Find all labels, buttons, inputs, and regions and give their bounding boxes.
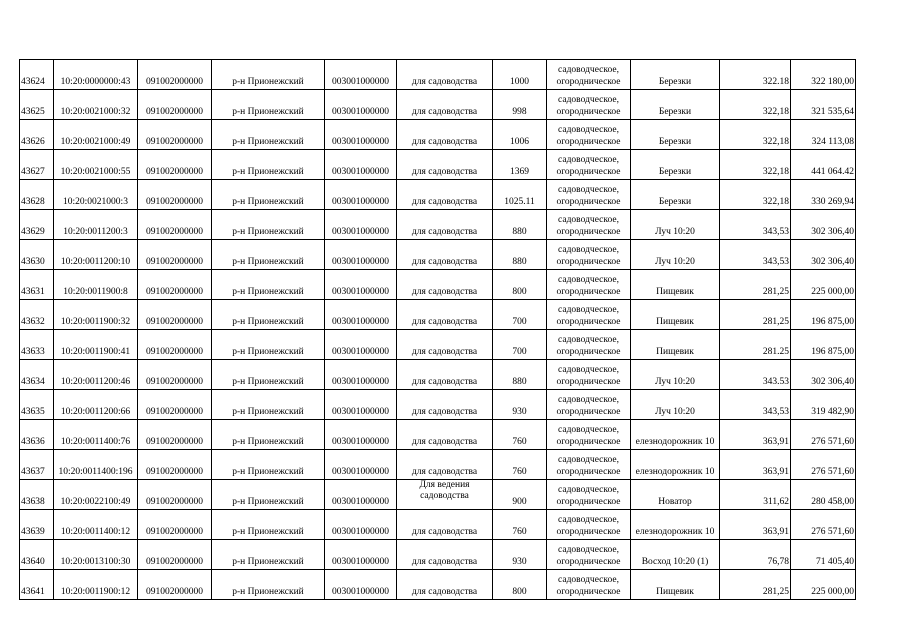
category-line: садоводческое, xyxy=(558,575,619,585)
record-number-cell: 43641 xyxy=(20,570,54,600)
oktmo-code-cell: 003001000000 xyxy=(325,510,397,540)
table-row xyxy=(20,120,856,150)
permitted-use-cell: для садоводства xyxy=(397,120,493,150)
category-line: огородническое xyxy=(556,167,621,177)
district-cell: р-н Прионежский xyxy=(212,60,325,90)
cadastral-value-cell: 330 269,94 xyxy=(791,180,856,210)
record-number-cell: 43631 xyxy=(20,270,54,300)
area-cell: 1000 xyxy=(493,60,547,90)
category-line: огородническое xyxy=(556,557,621,567)
category-cell xyxy=(547,360,631,390)
okato-code-cell: 091002000000 xyxy=(138,90,212,120)
permitted-use-cell: для садоводства xyxy=(397,210,493,240)
cadastral-value-cell: 225 000,00 xyxy=(791,270,856,300)
record-number-cell: 43629 xyxy=(20,210,54,240)
okato-code-cell: 091002000000 xyxy=(138,510,212,540)
category-line: огородническое xyxy=(556,137,621,147)
okato-code-cell: 091002000000 xyxy=(138,330,212,360)
oktmo-code-cell: 003001000000 xyxy=(325,450,397,480)
cadastral-number-cell: 10:20:0011200:46 xyxy=(54,360,138,390)
category-cell xyxy=(547,150,631,180)
cadastral-value-cell: 441 064.42 xyxy=(791,150,856,180)
category-line: огородническое xyxy=(556,227,621,237)
record-number-cell: 43634 xyxy=(20,360,54,390)
category-line: огородническое xyxy=(556,287,621,297)
category-cell xyxy=(547,540,631,570)
permitted-use-cell: для садоводства xyxy=(397,420,493,450)
category-cell xyxy=(547,480,631,510)
area-cell: 760 xyxy=(493,420,547,450)
table-row xyxy=(20,570,856,600)
partnership-name-cell: Луч 10:20 xyxy=(631,240,720,270)
cadastral-number-cell: 10:20:0011900:32 xyxy=(54,300,138,330)
category-cell xyxy=(547,510,631,540)
category-line: садоводческое, xyxy=(558,185,619,195)
category-line: садоводческое, xyxy=(558,515,619,525)
district-cell: р-н Прионежский xyxy=(212,210,325,240)
cadastral-number-cell: 10:20:0011400:196 xyxy=(54,450,138,480)
cadastral-number-cell: 10:20:0011900:41 xyxy=(54,330,138,360)
okato-code-cell: 091002000000 xyxy=(138,540,212,570)
oktmo-code-cell: 003001000000 xyxy=(325,480,397,510)
category-line: огородническое xyxy=(556,317,621,327)
cadastral-value-cell: 276 571,60 xyxy=(791,420,856,450)
district-cell: р-н Прионежский xyxy=(212,90,325,120)
okato-code-cell: 091002000000 xyxy=(138,390,212,420)
table-row xyxy=(20,270,856,300)
specific-value-cell: 322,18 xyxy=(720,180,791,210)
category-line: огородническое xyxy=(556,197,621,207)
category-line: садоводческое, xyxy=(558,245,619,255)
okato-code-cell: 091002000000 xyxy=(138,180,212,210)
oktmo-code-cell: 003001000000 xyxy=(325,300,397,330)
permitted-use-cell: для садоводства xyxy=(397,150,493,180)
district-cell: р-н Прионежский xyxy=(212,390,325,420)
oktmo-code-cell: 003001000000 xyxy=(325,330,397,360)
specific-value-cell: 322,18 xyxy=(720,150,791,180)
okato-code-cell: 091002000000 xyxy=(138,450,212,480)
district-cell: р-н Прионежский xyxy=(212,300,325,330)
okato-code-cell: 091002000000 xyxy=(138,570,212,600)
area-cell: 800 xyxy=(493,270,547,300)
cadastral-value-cell: 319 482,90 xyxy=(791,390,856,420)
record-number-cell: 43627 xyxy=(20,150,54,180)
partnership-name-cell: елезнодорожник 10 xyxy=(631,450,720,480)
area-cell: 1006 xyxy=(493,120,547,150)
permitted-use-cell: для садоводства xyxy=(397,300,493,330)
table-row xyxy=(20,150,856,180)
cadastral-value-cell: 196 875,00 xyxy=(791,300,856,330)
oktmo-code-cell: 003001000000 xyxy=(325,390,397,420)
category-line: огородническое xyxy=(556,527,621,537)
okato-code-cell: 091002000000 xyxy=(138,300,212,330)
district-cell: р-н Прионежский xyxy=(212,120,325,150)
district-cell: р-н Прионежский xyxy=(212,450,325,480)
cadastral-number-cell: 10:20:0021000:49 xyxy=(54,120,138,150)
category-line: садоводческое, xyxy=(558,305,619,315)
specific-value-cell: 363,91 xyxy=(720,420,791,450)
table-row xyxy=(20,360,856,390)
table-row xyxy=(20,420,856,450)
category-cell xyxy=(547,330,631,360)
category-line: огородническое xyxy=(556,467,621,477)
category-line: садоводческое, xyxy=(558,485,619,495)
table-row xyxy=(20,210,856,240)
category-line: огородническое xyxy=(556,377,621,387)
area-cell: 930 xyxy=(493,540,547,570)
category-line: садоводческое, xyxy=(558,65,619,75)
cadastral-registry-table xyxy=(19,59,856,600)
permitted-use-cell: для садоводства xyxy=(397,540,493,570)
category-cell xyxy=(547,180,631,210)
oktmo-code-cell: 003001000000 xyxy=(325,120,397,150)
partnership-name-cell: Пищевик xyxy=(631,270,720,300)
partnership-name-cell: Березки xyxy=(631,90,720,120)
oktmo-code-cell: 003001000000 xyxy=(325,180,397,210)
category-line: садоводческое, xyxy=(558,335,619,345)
cadastral-number-cell: 10:20:0011200:10 xyxy=(54,240,138,270)
category-line: садоводческое, xyxy=(558,155,619,165)
area-cell: 1025.11 xyxy=(493,180,547,210)
record-number-cell: 43630 xyxy=(20,240,54,270)
partnership-name-cell: Березки xyxy=(631,60,720,90)
cadastral-value-cell: 196 875,00 xyxy=(791,330,856,360)
record-number-cell: 43637 xyxy=(20,450,54,480)
permitted-use-cell: для садоводства xyxy=(397,240,493,270)
okato-code-cell: 091002000000 xyxy=(138,270,212,300)
area-cell: 1369 xyxy=(493,150,547,180)
area-cell: 900 xyxy=(493,480,547,510)
table-row xyxy=(20,300,856,330)
area-cell: 760 xyxy=(493,450,547,480)
specific-value-cell: 281,25 xyxy=(720,270,791,300)
category-line: садоводческое, xyxy=(558,215,619,225)
oktmo-code-cell: 003001000000 xyxy=(325,240,397,270)
table-row xyxy=(20,240,856,270)
partnership-name-cell: Восход 10:20 (1) xyxy=(631,540,720,570)
category-line: огородническое xyxy=(556,347,621,357)
partnership-name-cell: Березки xyxy=(631,150,720,180)
category-line: садоводческое, xyxy=(558,125,619,135)
cadastral-number-cell: 10:20:0000000:43 xyxy=(54,60,138,90)
specific-value-cell: 322,18 xyxy=(720,90,791,120)
record-number-cell: 43640 xyxy=(20,540,54,570)
cadastral-value-cell: 302 306,40 xyxy=(791,210,856,240)
permitted-use-cell: для садоводства xyxy=(397,570,493,600)
district-cell: р-н Прионежский xyxy=(212,570,325,600)
category-cell xyxy=(547,270,631,300)
partnership-name-cell: Березки xyxy=(631,180,720,210)
category-line: садоводческое, xyxy=(558,365,619,375)
category-line: огородническое xyxy=(556,587,621,597)
cadastral-value-cell: 276 571,60 xyxy=(791,510,856,540)
category-line: садоводческое, xyxy=(558,545,619,555)
district-cell: р-н Прионежский xyxy=(212,540,325,570)
area-cell: 880 xyxy=(493,210,547,240)
permitted-use-cell: для садоводства xyxy=(397,330,493,360)
specific-value-cell: 322,18 xyxy=(720,120,791,150)
okato-code-cell: 091002000000 xyxy=(138,210,212,240)
category-line: садоводческое, xyxy=(558,455,619,465)
district-cell: р-н Прионежский xyxy=(212,420,325,450)
category-cell xyxy=(547,240,631,270)
category-cell xyxy=(547,300,631,330)
district-cell: р-н Прионежский xyxy=(212,480,325,510)
area-cell: 880 xyxy=(493,240,547,270)
category-cell xyxy=(547,90,631,120)
cadastral-number-cell: 10:20:0011200:3 xyxy=(54,210,138,240)
table-row xyxy=(20,180,856,210)
area-cell: 800 xyxy=(493,570,547,600)
specific-value-cell: 343,53 xyxy=(720,240,791,270)
record-number-cell: 43638 xyxy=(20,480,54,510)
cadastral-number-cell: 10:20:0011400:76 xyxy=(54,420,138,450)
district-cell: р-н Прионежский xyxy=(212,270,325,300)
category-cell xyxy=(547,570,631,600)
permitted-use-cell: для садоводства xyxy=(397,90,493,120)
specific-value-cell: 76,78 xyxy=(720,540,791,570)
oktmo-code-cell: 003001000000 xyxy=(325,270,397,300)
cadastral-number-cell: 10:20:0021000:3 xyxy=(54,180,138,210)
cadastral-number-cell: 10:20:0011900:12 xyxy=(54,570,138,600)
cadastral-value-cell: 225 000,00 xyxy=(791,570,856,600)
cadastral-value-cell: 321 535,64 xyxy=(791,90,856,120)
cadastral-number-cell: 10:20:0011200:66 xyxy=(54,390,138,420)
category-cell xyxy=(547,450,631,480)
category-cell xyxy=(547,420,631,450)
specific-value-cell: 281.25 xyxy=(720,330,791,360)
cadastral-value-cell: 276 571,60 xyxy=(791,450,856,480)
oktmo-code-cell: 003001000000 xyxy=(325,150,397,180)
okato-code-cell: 091002000000 xyxy=(138,240,212,270)
district-cell: р-н Прионежский xyxy=(212,330,325,360)
category-cell xyxy=(547,60,631,90)
permitted-use-cell: для садоводства xyxy=(397,510,493,540)
permitted-use-cell: для садоводства xyxy=(397,450,493,480)
partnership-name-cell: Луч 10:20 xyxy=(631,390,720,420)
table-row xyxy=(20,60,856,90)
okato-code-cell: 091002000000 xyxy=(138,360,212,390)
specific-value-cell: 311,62 xyxy=(720,480,791,510)
table-row xyxy=(20,450,856,480)
permitted-use-cell: для садоводства xyxy=(397,390,493,420)
category-cell xyxy=(547,390,631,420)
district-cell: р-н Прионежский xyxy=(212,240,325,270)
table-row xyxy=(20,480,856,510)
permitted-use-cell: для садоводства xyxy=(397,60,493,90)
permitted-use-cell: для садоводства xyxy=(397,180,493,210)
record-number-cell: 43624 xyxy=(20,60,54,90)
district-cell: р-н Прионежский xyxy=(212,180,325,210)
partnership-name-cell: елезнодорожник 10 xyxy=(631,510,720,540)
area-cell: 880 xyxy=(493,360,547,390)
partnership-name-cell: Пищевик xyxy=(631,300,720,330)
cadastral-number-cell: 10:20:0021000:55 xyxy=(54,150,138,180)
table-row xyxy=(20,390,856,420)
area-cell: 700 xyxy=(493,300,547,330)
category-line: огородническое xyxy=(556,497,621,507)
cadastral-value-cell: 71 405,40 xyxy=(791,540,856,570)
cadastral-value-cell: 302 306,40 xyxy=(791,360,856,390)
record-number-cell: 43633 xyxy=(20,330,54,360)
oktmo-code-cell: 003001000000 xyxy=(325,60,397,90)
district-cell: р-н Прионежский xyxy=(212,360,325,390)
record-number-cell: 43635 xyxy=(20,390,54,420)
category-cell xyxy=(547,210,631,240)
oktmo-code-cell: 003001000000 xyxy=(325,360,397,390)
category-line: огородническое xyxy=(556,77,621,87)
partnership-name-cell: Пищевик xyxy=(631,570,720,600)
okato-code-cell: 091002000000 xyxy=(138,60,212,90)
category-line: садоводческое, xyxy=(558,425,619,435)
record-number-cell: 43632 xyxy=(20,300,54,330)
partnership-name-cell: Пищевик xyxy=(631,330,720,360)
partnership-name-cell: елезнодорожник 10 xyxy=(631,420,720,450)
table-row xyxy=(20,540,856,570)
okato-code-cell: 091002000000 xyxy=(138,150,212,180)
category-line: садоводческое, xyxy=(558,95,619,105)
table-row xyxy=(20,90,856,120)
partnership-name-cell: Березки xyxy=(631,120,720,150)
area-cell: 760 xyxy=(493,510,547,540)
specific-value-cell: 343,53 xyxy=(720,210,791,240)
table-row xyxy=(20,330,856,360)
specific-value-cell: 343.53 xyxy=(720,360,791,390)
oktmo-code-cell: 003001000000 xyxy=(325,210,397,240)
okato-code-cell: 091002000000 xyxy=(138,480,212,510)
category-cell xyxy=(547,120,631,150)
cadastral-number-cell: 10:20:0013100:30 xyxy=(54,540,138,570)
category-line: огородническое xyxy=(556,407,621,417)
district-cell: р-н Прионежский xyxy=(212,510,325,540)
cadastral-value-cell: 322 180,00 xyxy=(791,60,856,90)
partnership-name-cell: Луч 10:20 xyxy=(631,210,720,240)
category-line: садоводческое, xyxy=(558,275,619,285)
specific-value-cell: 343,53 xyxy=(720,390,791,420)
okato-code-cell: 091002000000 xyxy=(138,120,212,150)
cadastral-number-cell: 10:20:0022100:49 xyxy=(54,480,138,510)
permitted-use-cell: Для ведения садоводства xyxy=(397,480,493,510)
specific-value-cell: 363,91 xyxy=(720,510,791,540)
partnership-name-cell: Новатор xyxy=(631,480,720,510)
specific-value-cell: 363,91 xyxy=(720,450,791,480)
area-cell: 930 xyxy=(493,390,547,420)
cadastral-number-cell: 10:20:0021000:32 xyxy=(54,90,138,120)
cadastral-number-cell: 10:20:0011400:12 xyxy=(54,510,138,540)
cadastral-value-cell: 324 113,08 xyxy=(791,120,856,150)
table-body xyxy=(20,60,856,600)
category-line: огородническое xyxy=(556,257,621,267)
partnership-name-cell: Луч 10:20 xyxy=(631,360,720,390)
oktmo-code-cell: 003001000000 xyxy=(325,90,397,120)
oktmo-code-cell: 003001000000 xyxy=(325,570,397,600)
record-number-cell: 43628 xyxy=(20,180,54,210)
area-cell: 998 xyxy=(493,90,547,120)
category-line: огородническое xyxy=(556,107,621,117)
specific-value-cell: 281,25 xyxy=(720,570,791,600)
cadastral-number-cell: 10:20:0011900:8 xyxy=(54,270,138,300)
oktmo-code-cell: 003001000000 xyxy=(325,420,397,450)
permitted-use-cell: для садоводства xyxy=(397,360,493,390)
category-line: садоводческое, xyxy=(558,395,619,405)
okato-code-cell: 091002000000 xyxy=(138,420,212,450)
category-line: огородническое xyxy=(556,437,621,447)
record-number-cell: 43625 xyxy=(20,90,54,120)
table-row xyxy=(20,510,856,540)
district-cell: р-н Прионежский xyxy=(212,150,325,180)
record-number-cell: 43639 xyxy=(20,510,54,540)
specific-value-cell: 281,25 xyxy=(720,300,791,330)
record-number-cell: 43626 xyxy=(20,120,54,150)
record-number-cell: 43636 xyxy=(20,420,54,450)
area-cell: 700 xyxy=(493,330,547,360)
permitted-use-cell: для садоводства xyxy=(397,270,493,300)
cadastral-value-cell: 302 306,40 xyxy=(791,240,856,270)
specific-value-cell: 322.18 xyxy=(720,60,791,90)
oktmo-code-cell: 003001000000 xyxy=(325,540,397,570)
cadastral-value-cell: 280 458,00 xyxy=(791,480,856,510)
